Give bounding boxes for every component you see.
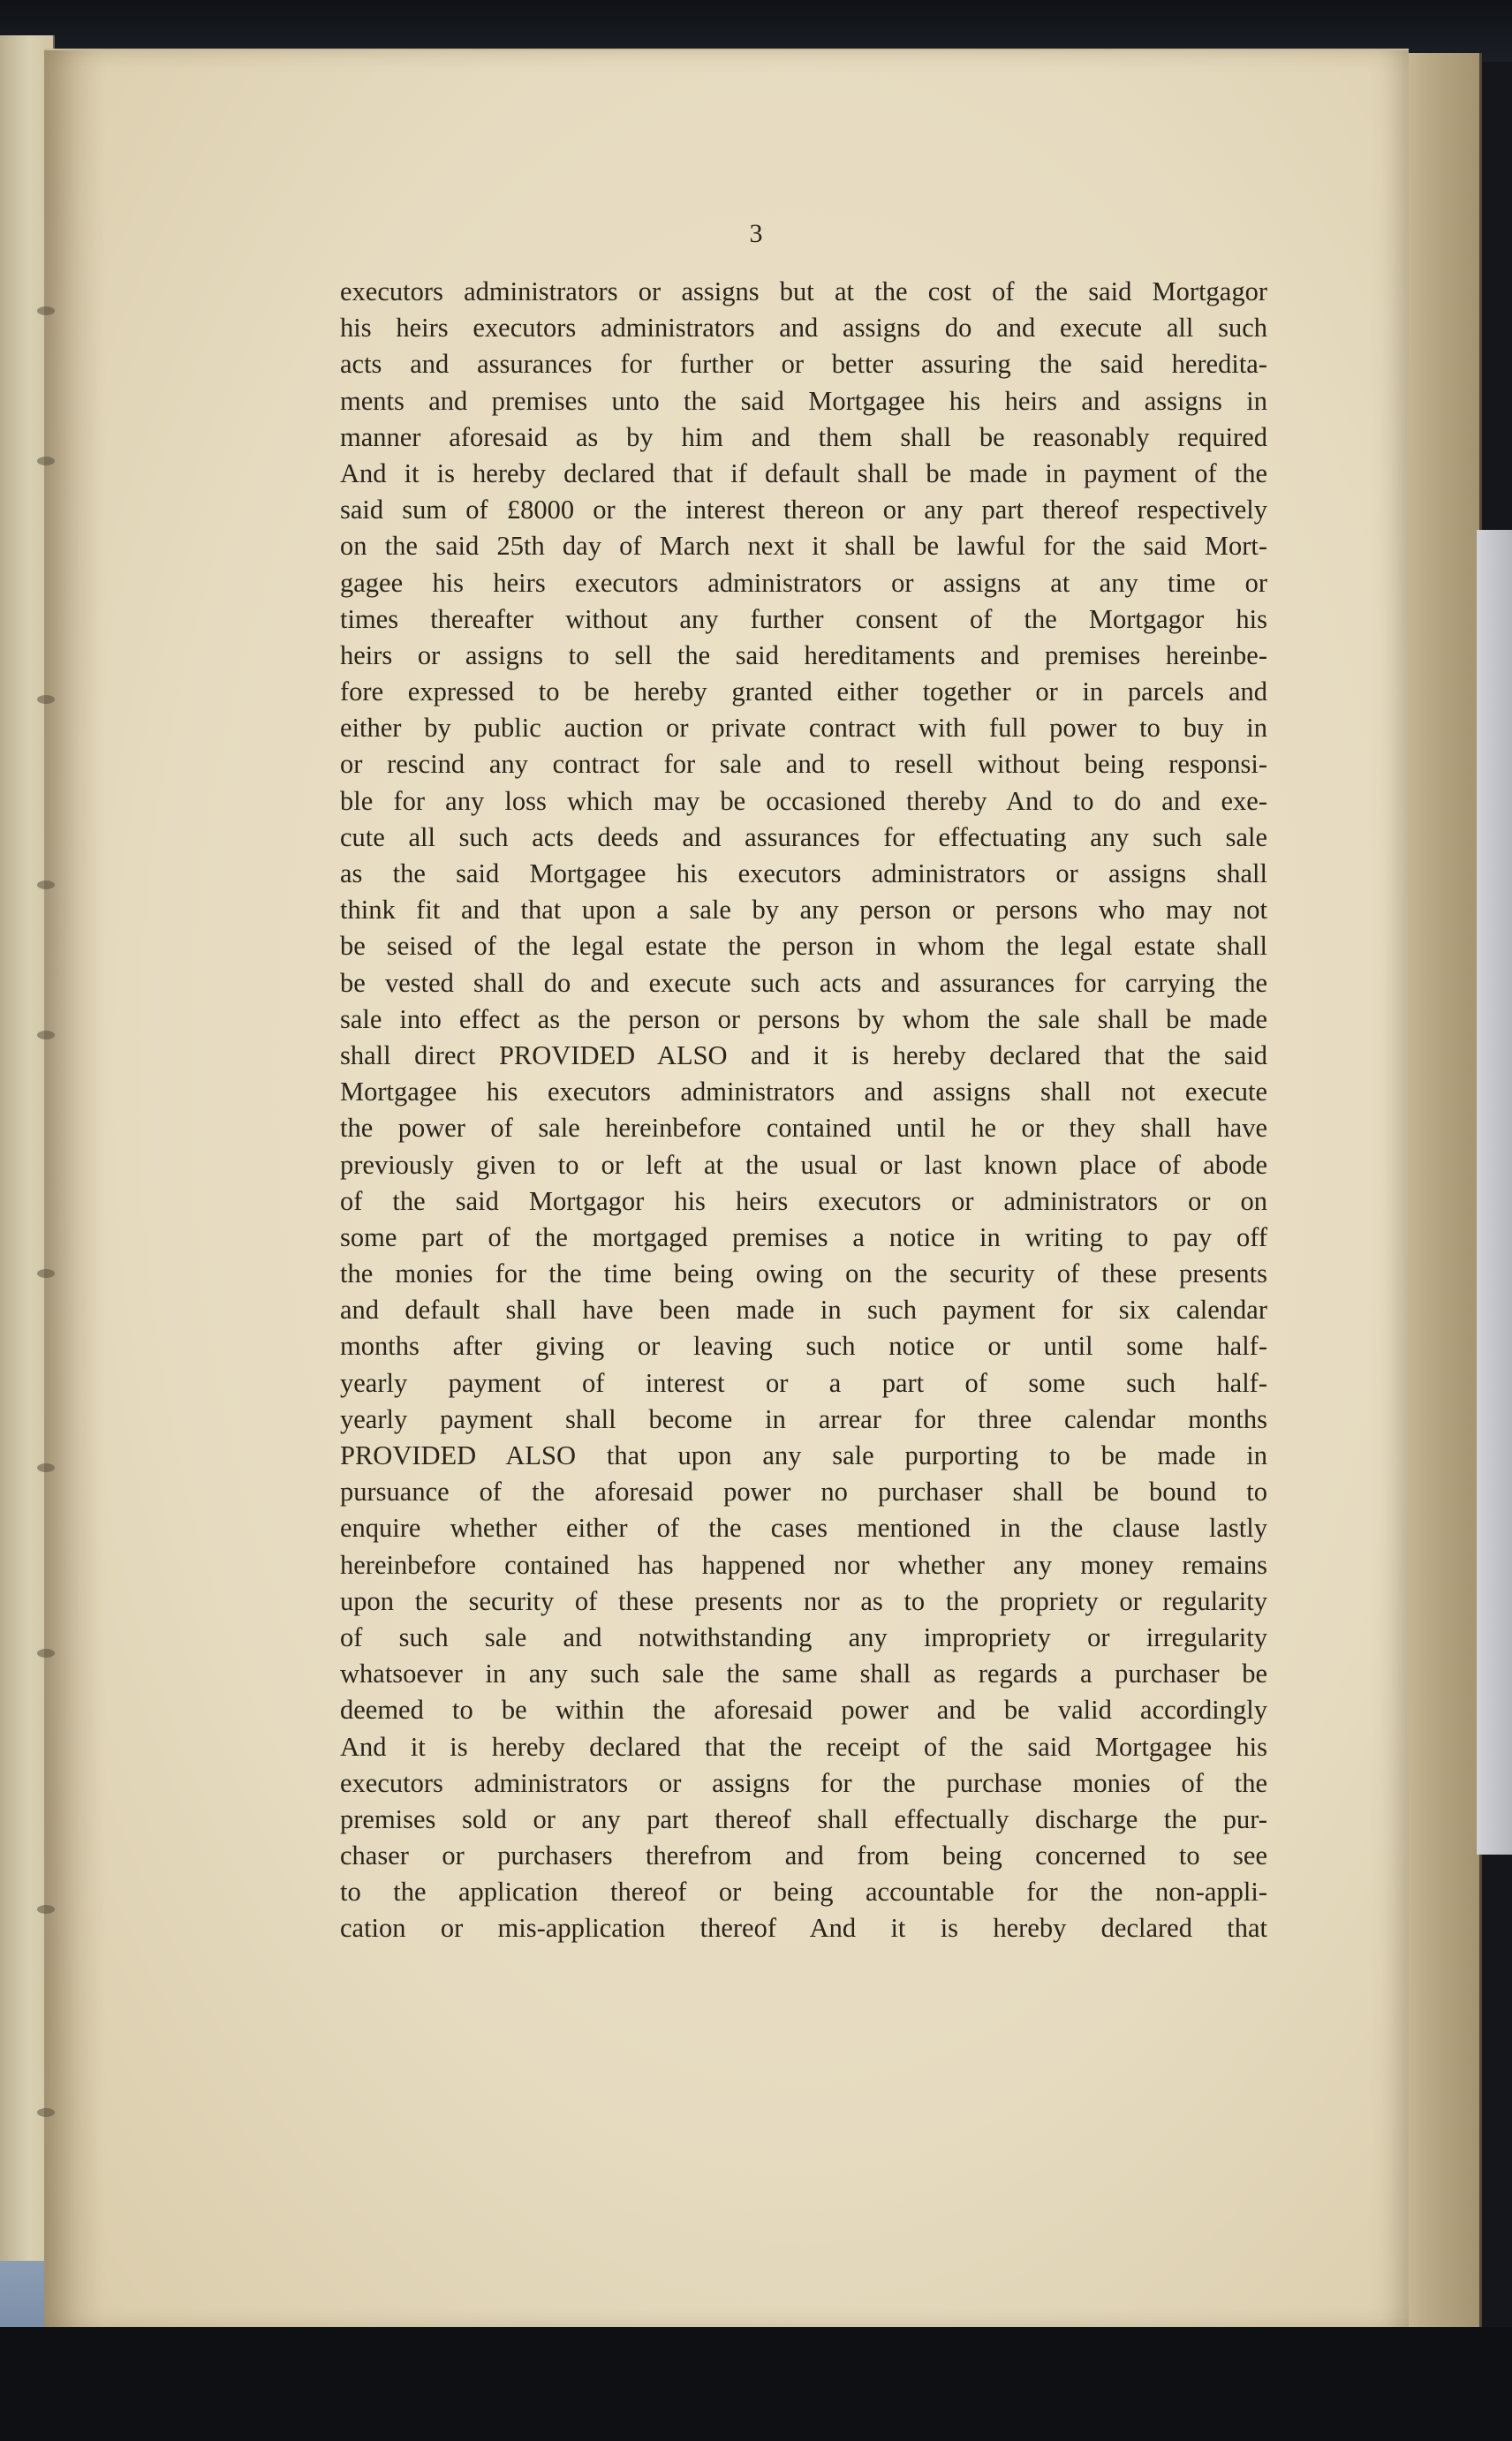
text-line: Mortgagee his executors administrators and assigns shall not execute xyxy=(340,1077,1267,1107)
binding-hole xyxy=(37,1269,55,1278)
text-line: months after giving or leaving such notice or until some half- xyxy=(340,1331,1267,1362)
text-line: as the said Mortgagee his executors administrators or assigns shall xyxy=(340,858,1267,888)
text-line: and default shall have been made in such payment for six calendar xyxy=(340,1295,1267,1326)
text-line: cute all such acts deeds and assurances for effectuating any such sale xyxy=(340,821,1267,852)
text-line: yearly payment shall become in arrear for three calendar months xyxy=(340,1403,1267,1434)
page-number: 3 xyxy=(749,219,763,248)
text-line: be seised of the legal estate the person in whom the legal estate shall xyxy=(340,931,1267,962)
text-line: heirs or assigns to sell the said hereditaments and premises hereinbe- xyxy=(340,639,1267,670)
text-line: whatsoever in any such sale the same shall as regards a purchaser be xyxy=(340,1659,1267,1689)
text-line: And it is hereby declared that the receipt of the said Mortgagee his xyxy=(340,1731,1267,1762)
text-line: be vested shall do and execute such acts and assurances for carrying the xyxy=(340,967,1267,998)
text-line: fore expressed to be hereby granted either together or in parcels and xyxy=(340,676,1267,707)
text-line: ments and premises unto the said Mortgagee his heirs and assigns in xyxy=(340,385,1267,416)
text-line: deemed to be within the aforesaid power and be valid accordingly xyxy=(340,1695,1267,1726)
document-body-text xyxy=(340,274,1267,1947)
text-line: think fit and that upon a sale by any person or persons who may not xyxy=(340,895,1267,926)
text-line: the monies for the time being owing on the security of these presents xyxy=(340,1258,1267,1289)
binding-hole xyxy=(37,880,55,889)
text-line: on the said 25th day of March next it shall be lawful for the said Mort- xyxy=(340,531,1267,562)
text-line: his heirs executors administrators and assigns do and execute all such xyxy=(340,313,1267,344)
text-line: premises sold or any part thereof shall effectually discharge the pur- xyxy=(340,1803,1267,1834)
text-line: upon the security of these presents nor as to the propriety or regularity xyxy=(340,1585,1267,1616)
binding-hole xyxy=(37,306,55,315)
book-cover-bottom xyxy=(0,2327,1512,2441)
text-line: hereinbefore contained has happened nor whether any money remains xyxy=(340,1549,1267,1580)
text-line: shall direct PROVIDED ALSO and it is hereby declared that the said xyxy=(340,1039,1267,1070)
text-line: either by public auction or private contract with full power to buy in xyxy=(340,713,1267,744)
binding-hole xyxy=(37,1905,55,1914)
text-line: the power of sale hereinbefore contained until he or they shall have xyxy=(340,1113,1267,1144)
text-line: said sum of £8000 or the interest thereon or any part thereof respectively xyxy=(340,495,1267,525)
binding-hole xyxy=(37,1649,55,1658)
text-line: manner aforesaid as by him and them shall be reasonably required xyxy=(340,421,1267,452)
text-line: times thereafter without any further consent of the Mortgagor his xyxy=(340,603,1267,634)
binding-hole xyxy=(37,2108,55,2117)
text-line: or rescind any contract for sale and to resell without being responsi- xyxy=(340,749,1267,780)
text-line: cation or mis-application thereof And it is hereby declared that xyxy=(340,1913,1267,1944)
binding-hole xyxy=(37,1031,55,1039)
text-line: PROVIDED ALSO that upon any sale purporting to be made in xyxy=(340,1440,1267,1470)
text-line: executors administrators or assigns for the purchase monies of the xyxy=(340,1767,1267,1798)
text-line: gagee his heirs executors administrators or assigns at any time or xyxy=(340,567,1267,598)
text-line: ble for any loss which may be occasioned thereby And to do and exe- xyxy=(340,785,1267,816)
text-line: yearly payment of interest or a part of some such half- xyxy=(340,1367,1267,1398)
binding-hole xyxy=(37,457,55,465)
page-stack-right-edge xyxy=(1477,530,1512,1855)
text-line: enquire whether either of the cases mentioned in the clause lastly xyxy=(340,1513,1267,1544)
binding-shadow xyxy=(44,50,106,2329)
text-line: of the said Mortgagor his heirs executors or administrators or on xyxy=(340,1185,1267,1216)
text-line: chaser or purchasers therefrom and from being concerned to see xyxy=(340,1840,1267,1871)
text-line: of such sale and notwithstanding any impropriety or irregularity xyxy=(340,1621,1267,1652)
text-line: to the application thereof or being accountable for the non-appli- xyxy=(340,1877,1267,1908)
text-line: acts and assurances for further or better assuring the said heredita- xyxy=(340,349,1267,380)
text-line: pursuance of the aforesaid power no purchaser shall be bound to xyxy=(340,1477,1267,1508)
binding-hole xyxy=(37,695,55,704)
binding-hole xyxy=(37,1463,55,1472)
text-line: executors administrators or assigns but at the cost of the said Mortgagor xyxy=(340,276,1267,306)
text-line: sale into effect as the person or persons by whom the sale shall be made xyxy=(340,1003,1267,1034)
text-line: And it is hereby declared that if default shall be made in payment of the xyxy=(340,457,1267,488)
text-line: previously given to or left at the usual or last known place of abode xyxy=(340,1149,1267,1180)
text-line: some part of the mortgaged premises a notice in writing to pay off xyxy=(340,1221,1267,1252)
